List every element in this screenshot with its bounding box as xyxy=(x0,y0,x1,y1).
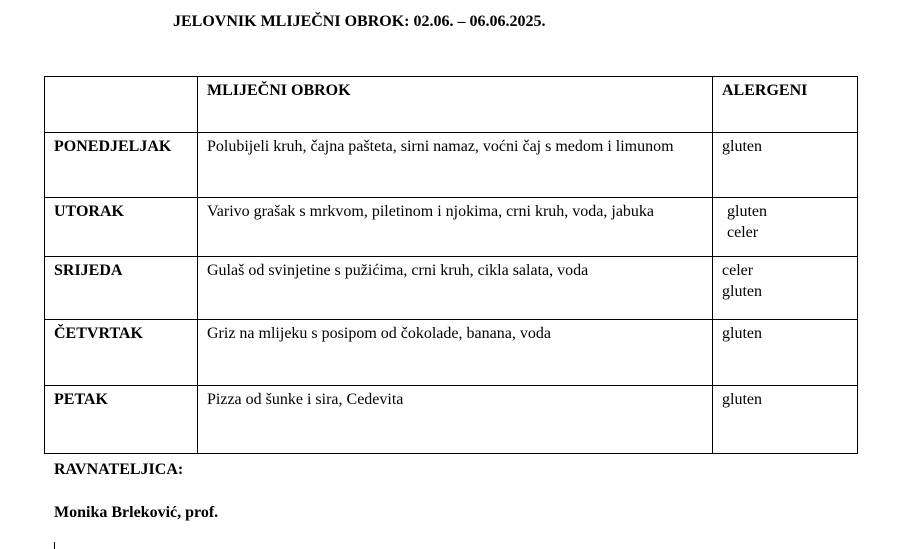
meal-cell xyxy=(198,257,713,320)
signature-name: Monika Brleković, prof. xyxy=(54,504,219,521)
meal-text: Polubijeli kruh, čajna pašteta, sirni namaz, voćni čaj s medom i limunom xyxy=(207,138,674,155)
meal-cell xyxy=(198,133,713,198)
meal-cell xyxy=(198,198,713,257)
header-meal-cell xyxy=(198,77,713,133)
table-row xyxy=(45,257,858,320)
meal-cell xyxy=(198,386,713,454)
allergens-cell xyxy=(713,133,858,198)
allergens-cell xyxy=(713,257,858,320)
allergen-item: celer xyxy=(727,224,759,241)
allergen-item: gluten xyxy=(722,325,762,342)
header-meal-label: MLIJEČNI OBROK xyxy=(207,82,351,99)
day-label: ČETVRTAK xyxy=(54,325,143,342)
allergen-item: gluten xyxy=(722,391,762,408)
signature-role: RAVNATELJICA: xyxy=(54,461,184,478)
header-allergens-cell xyxy=(713,77,858,133)
day-cell xyxy=(45,320,198,386)
table-row xyxy=(45,133,858,198)
allergens-cell xyxy=(713,320,858,386)
meal-text: Varivo grašak s mrkvom, piletinom i njokima, crni kruh, voda, jabuka xyxy=(207,203,655,220)
day-cell xyxy=(45,133,198,198)
day-label: UTORAK xyxy=(54,203,124,220)
meal-text: Pizza od šunke i sira, Cedevita xyxy=(207,391,404,408)
allergen-item: celer xyxy=(722,262,754,279)
table-row xyxy=(45,320,858,386)
table-header-row xyxy=(45,77,858,133)
allergen-item: gluten xyxy=(722,138,762,155)
menu-table xyxy=(44,76,858,454)
day-cell xyxy=(45,386,198,454)
day-cell xyxy=(45,198,198,257)
day-label: SRIJEDA xyxy=(54,262,123,279)
day-label: PONEDJELJAK xyxy=(54,138,172,155)
meal-text: Griz na mlijeku s posipom od čokolade, banana, voda xyxy=(207,325,551,342)
meal-text: Gulaš od svinjetine s pužićima, crni kruh, cikla salata, voda xyxy=(207,262,589,279)
allergen-item: gluten xyxy=(727,203,767,220)
meal-cell xyxy=(198,320,713,386)
allergens-cell xyxy=(713,386,858,454)
header-allergens-label: ALERGENI xyxy=(722,82,808,99)
table-row xyxy=(45,198,858,257)
day-cell xyxy=(45,257,198,320)
page-title: JELOVNIK MLIJEČNI OBROK: 02.06. – 06.06.2025. xyxy=(173,13,546,30)
text-cursor xyxy=(54,542,55,549)
header-day-label xyxy=(45,77,197,80)
table-row xyxy=(45,386,858,454)
allergen-item: gluten xyxy=(722,283,762,300)
allergens-cell xyxy=(713,198,858,257)
day-label: PETAK xyxy=(54,391,108,408)
header-day-cell xyxy=(45,77,198,133)
